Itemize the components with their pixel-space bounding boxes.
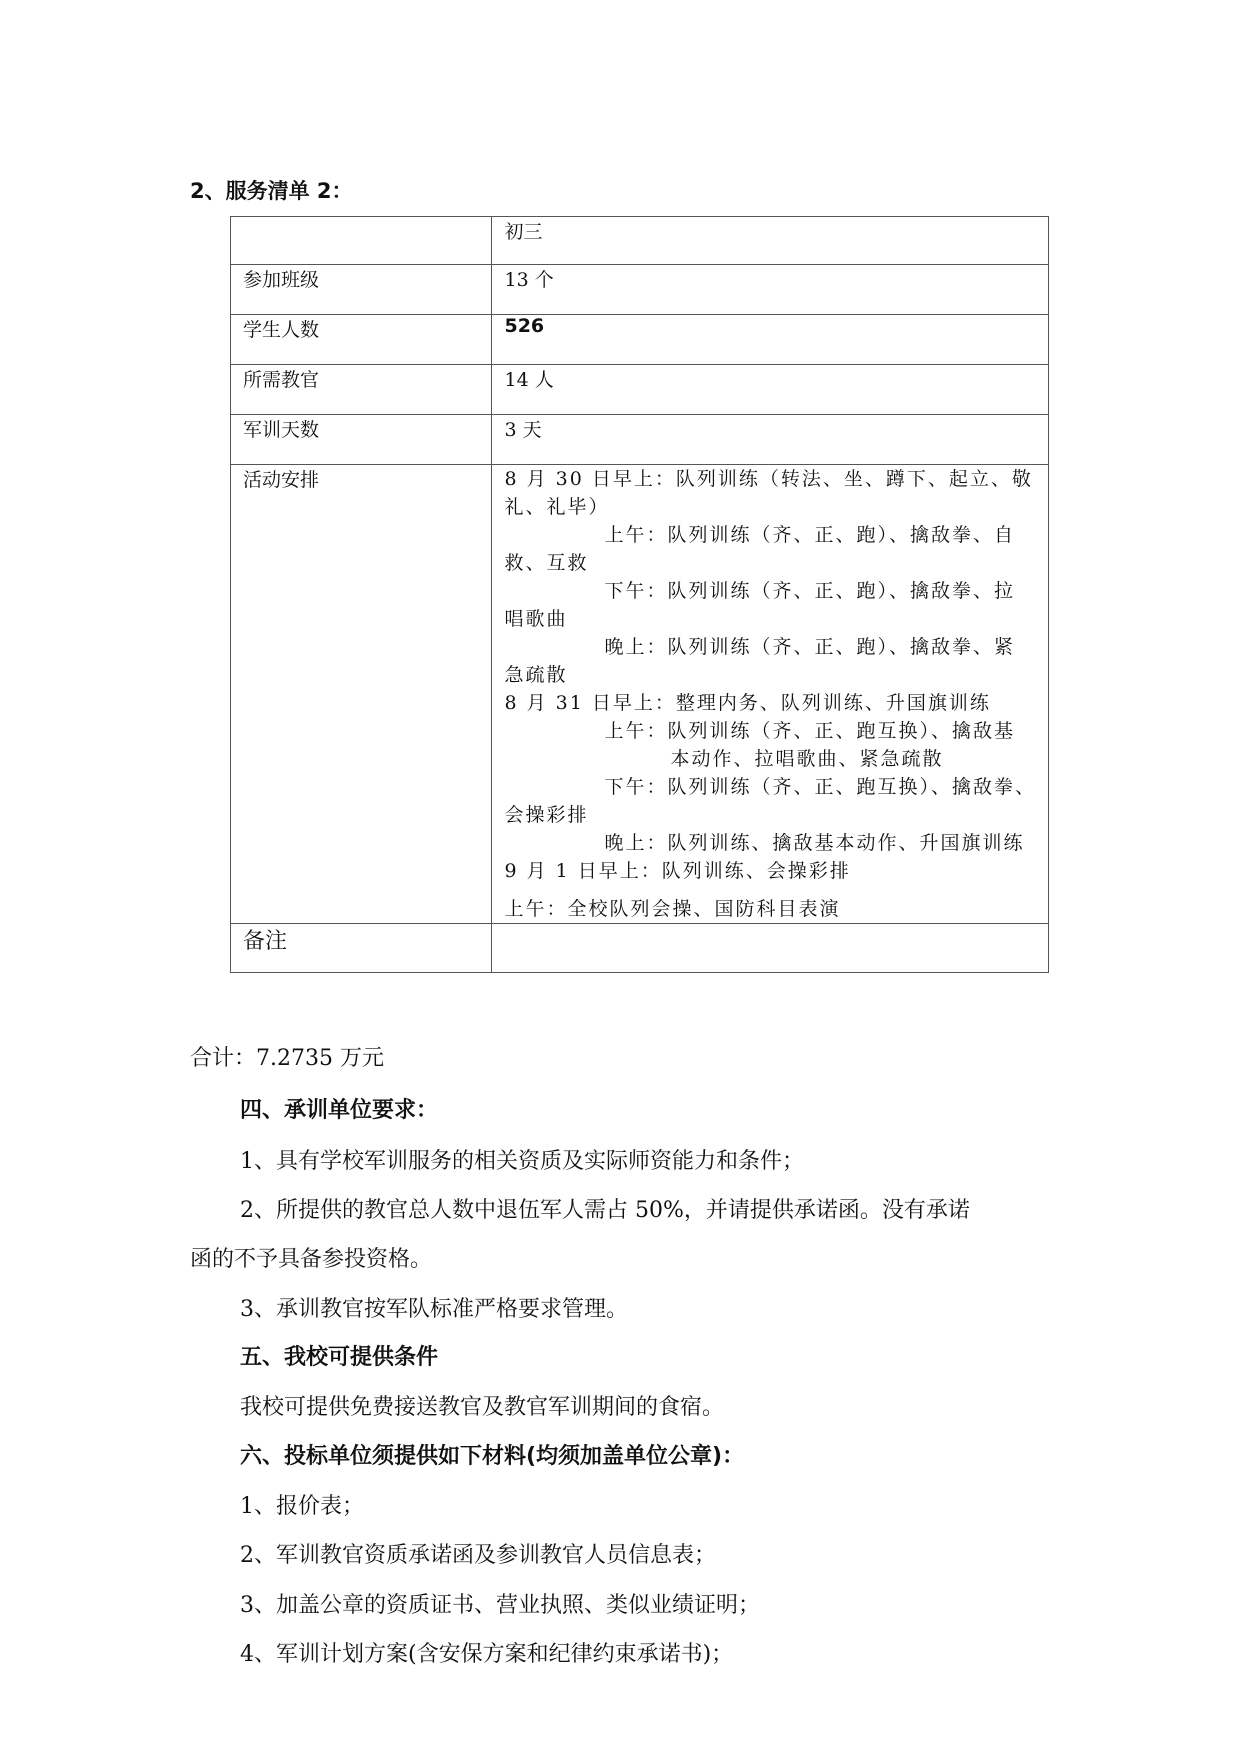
row-value-instructors: 14 人 bbox=[492, 365, 1049, 415]
activity-line: 下午：队列训练（齐、正、跑）、擒敌拳、拉 bbox=[604, 580, 1015, 602]
row-value-classes: 13 个 bbox=[492, 265, 1049, 315]
activity-line: 救、互救 bbox=[504, 552, 589, 574]
requirement-item-continued: 函的不予具备参投资格。 bbox=[190, 1247, 433, 1272]
requirement-item: 1、具有学校军训服务的相关资质及实际师资能力和条件； bbox=[240, 1149, 804, 1174]
table-row bbox=[231, 415, 1049, 465]
activity-line: 8 月 31 日早上：整理内务、队列训练、升国旗训练 bbox=[504, 692, 991, 714]
requirement-item: 3、承训教官按军队标准严格要求管理。 bbox=[240, 1297, 628, 1322]
section-5-text: 我校可提供免费接送教官及教官军训期间的食宿。 bbox=[240, 1395, 725, 1420]
activity-line: 8 月 30 日早上：队列训练（转法、坐、蹲下、起立、敬 bbox=[504, 468, 1033, 490]
row-label-classes: 参加班级 bbox=[231, 265, 492, 315]
row-label-students: 学生人数 bbox=[231, 315, 492, 365]
activity-line: 上午：队列训练（齐、正、跑互换）、擒敌基 bbox=[604, 720, 1015, 742]
total-amount: 合计：7.2735 万元 bbox=[190, 1046, 384, 1071]
material-item: 3、加盖公章的资质证书、营业执照、类似业绩证明； bbox=[240, 1593, 760, 1618]
activity-schedule bbox=[492, 465, 1049, 924]
row-label-note: 备注 bbox=[231, 924, 492, 973]
activity-line: 晚上：队列训练、擒敌基本动作、升国旗训练 bbox=[604, 832, 1025, 854]
table-row bbox=[231, 265, 1049, 315]
material-item: 1、报价表； bbox=[240, 1494, 364, 1519]
activity-line: 本动作、拉唱歌曲、紧急疏散 bbox=[670, 748, 944, 770]
material-item: 2、军训教官资质承诺函及参训教官人员信息表； bbox=[240, 1543, 716, 1568]
section-title: 2、服务清单 2： bbox=[190, 179, 353, 203]
row-value-days: 3 天 bbox=[492, 415, 1049, 465]
row-label-activities: 活动安排 bbox=[231, 465, 492, 924]
section-6-heading: 六、投标单位须提供如下材料(均须加盖单位公章)： bbox=[240, 1444, 745, 1469]
row-value-students: 526 bbox=[492, 315, 1049, 365]
activity-line: 会操彩排 bbox=[504, 804, 589, 826]
table-row bbox=[231, 315, 1049, 365]
row-value-note bbox=[492, 924, 1049, 973]
row-label-instructors: 所需教官 bbox=[231, 365, 492, 415]
table-row-activities bbox=[231, 465, 1049, 924]
table-row bbox=[231, 365, 1049, 415]
table-row-note bbox=[231, 924, 1049, 973]
material-item: 4、军训计划方案(含安保方案和纪律约束承诺书)； bbox=[240, 1642, 734, 1667]
service-list-table bbox=[230, 216, 1049, 973]
activity-line: 9 月 1 日早上：队列训练、会操彩排 bbox=[504, 860, 851, 882]
activity-line: 上午：全校队列会操、国防科目表演 bbox=[504, 898, 841, 920]
row-label-days: 军训天数 bbox=[231, 415, 492, 465]
activity-line: 唱歌曲 bbox=[504, 608, 568, 630]
table-header-row bbox=[231, 217, 1049, 265]
activity-line: 下午：队列训练（齐、正、跑互换）、擒敌拳、 bbox=[604, 776, 1036, 798]
requirement-item: 2、所提供的教官总人数中退伍军人需占 50%，并请提供承诺函。没有承诺 bbox=[240, 1198, 970, 1223]
activity-line: 晚上：队列训练（齐、正、跑）、擒敌拳、紧 bbox=[604, 636, 1015, 658]
table-header-label bbox=[231, 217, 492, 265]
section-4-heading: 四、承训单位要求： bbox=[240, 1098, 439, 1123]
table-header-grade: 初三 bbox=[492, 217, 1049, 265]
section-5-heading: 五、我校可提供条件 bbox=[240, 1345, 439, 1370]
activity-line: 礼、礼毕） bbox=[504, 496, 610, 518]
activity-line: 上午：队列训练（齐、正、跑）、擒敌拳、自 bbox=[604, 524, 1015, 546]
activity-line: 急疏散 bbox=[504, 664, 568, 686]
